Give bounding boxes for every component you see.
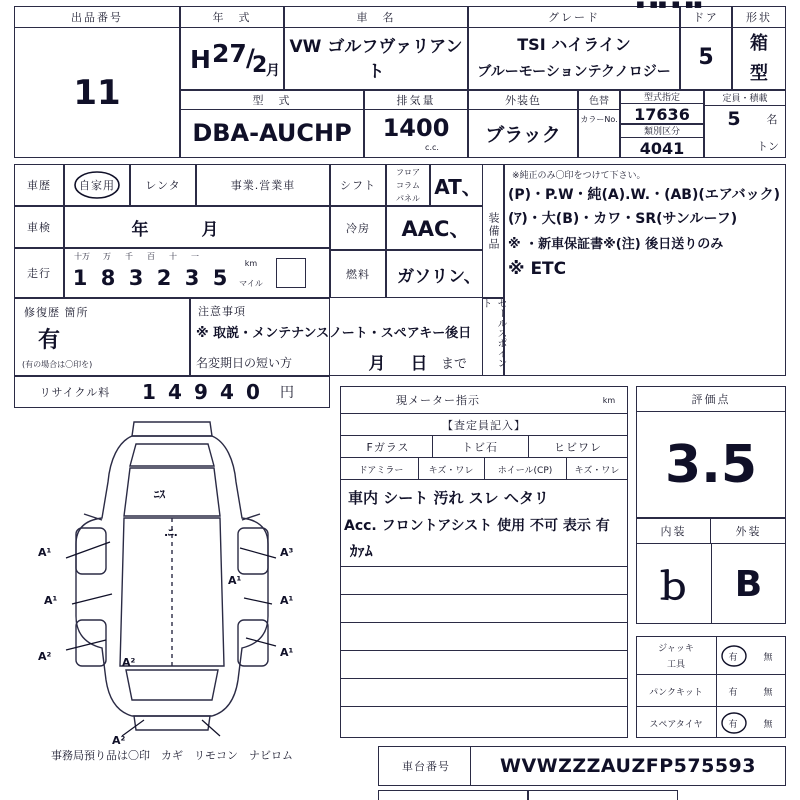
year-label: 年 式 bbox=[180, 6, 284, 28]
year-slash: / bbox=[246, 44, 255, 72]
assessor-hand-line-3: ｶｧﾑ bbox=[350, 541, 373, 560]
capacity-label: 定員・積載 bbox=[704, 90, 786, 106]
fuel-label: 燃料 bbox=[346, 268, 370, 281]
floor-label-3: パネル bbox=[396, 193, 420, 203]
class-label: 類別区分 bbox=[620, 124, 704, 138]
private-label: 自家用 bbox=[79, 179, 115, 192]
wheel-damage-label: キズ・ワレ bbox=[574, 465, 620, 476]
class-value: 4041 bbox=[639, 138, 685, 158]
mileage-digit-1: 8 bbox=[100, 266, 116, 290]
car-diagram bbox=[14, 408, 330, 748]
mileage-unit-ichi: 一 bbox=[191, 251, 199, 261]
repair-note: (有の場合は〇印を) bbox=[22, 359, 93, 369]
diagram-footer-note: 事務局預り品は〇印 カギ リモコン ナビロム bbox=[51, 749, 293, 762]
mileage-digit-2: 3 bbox=[128, 266, 144, 290]
recycle-label: リサイクル料 bbox=[39, 386, 111, 399]
svg-text:A¹: A¹ bbox=[280, 594, 294, 607]
mileage-unit-km: km bbox=[244, 258, 258, 268]
type-designation-label: 型式指定 bbox=[620, 90, 704, 104]
puncture-label: パンクキット bbox=[649, 687, 703, 698]
color-change-label: 色替 bbox=[578, 90, 620, 110]
equipment-note: ※純正のみ〇印をつけて下さい。 bbox=[512, 170, 646, 181]
exterior-grade-value: B bbox=[734, 563, 763, 605]
svg-text:A¹: A¹ bbox=[228, 574, 242, 587]
svg-text:.ﾆ.: .ﾆ. bbox=[164, 526, 178, 539]
rule-1 bbox=[340, 566, 628, 567]
equipment-row-1: (P)・P.W・純(A).W.・(AB)(エアバック) bbox=[508, 187, 781, 203]
notes-label: 注意事項 bbox=[198, 305, 246, 318]
model-label: 型 式 bbox=[180, 90, 364, 110]
equipment-row-4: ※ ETC bbox=[508, 259, 567, 279]
repair-label: 修復歴 箇所 bbox=[24, 306, 89, 319]
svg-text:A²: A² bbox=[112, 734, 126, 747]
year-number: 27 bbox=[212, 38, 247, 68]
notes-month: 月 bbox=[368, 353, 386, 374]
assessor-title: 【査定員記入】 bbox=[442, 419, 526, 432]
interior-grade-value: ｂ bbox=[655, 566, 692, 608]
capacity-unit: 名 bbox=[766, 113, 778, 126]
notes-day: 日 bbox=[410, 353, 428, 374]
interior-label: 内装 bbox=[660, 525, 687, 538]
tools-rule-1 bbox=[636, 674, 786, 675]
inspection-month: 月 bbox=[201, 219, 219, 240]
private-circle-mark bbox=[73, 170, 121, 200]
wheel-label: ホイール(CP) bbox=[484, 458, 567, 480]
meter-unit: km bbox=[602, 395, 616, 405]
jack-label-1: ジャッキ bbox=[658, 643, 694, 654]
car-name-value: VW ゴルフヴァリアント bbox=[289, 37, 463, 82]
car-name-label: 車 名 bbox=[284, 6, 468, 28]
jack-yes[interactable]: 有 bbox=[728, 652, 738, 663]
equipment-row-2: (ｱ)・大(B)・カワ・SR(サンルーフ) bbox=[508, 211, 738, 227]
shift-label: シフト bbox=[340, 179, 376, 192]
mirror-damage-label: キズ・ワレ bbox=[418, 458, 485, 480]
recycle-digit-2: 9 bbox=[194, 380, 208, 404]
jack-no[interactable]: 無 bbox=[763, 652, 773, 663]
spare-yes-circle-icon bbox=[720, 711, 748, 735]
displacement-label: 排気量 bbox=[364, 90, 468, 110]
grade-label: グレード bbox=[468, 6, 680, 28]
shift-value: AT、 bbox=[434, 174, 482, 199]
rule-3 bbox=[340, 622, 628, 623]
mileage-unit-hyaku: 百 bbox=[147, 251, 155, 261]
mileage-digit-4: 3 bbox=[184, 266, 200, 290]
spare-label: スペアタイヤ bbox=[649, 719, 703, 730]
grade-value-1: TSI ハイライン bbox=[517, 34, 631, 54]
mileage-unit-sen: 千 bbox=[125, 251, 133, 261]
business-label: 事業.営業車 bbox=[230, 179, 296, 192]
recycle-digit-4: 0 bbox=[246, 380, 260, 404]
vin-label: 車台番号 bbox=[382, 746, 471, 786]
svg-text:A³: A³ bbox=[280, 546, 294, 559]
door-value: 5 bbox=[698, 44, 714, 70]
notes-line-2: 名変期日の短い方 bbox=[196, 355, 293, 370]
mileage-unit-mile: マイル bbox=[239, 278, 263, 288]
month-number: 2 bbox=[252, 52, 268, 78]
jack-label-2: 工具 bbox=[666, 659, 685, 670]
cooling-value: AAC、 bbox=[401, 217, 471, 241]
bottom-box-1 bbox=[378, 790, 528, 800]
shape-value-1: 箱 bbox=[750, 33, 768, 54]
top-right-marks: ▪ ▪▪ ▪ ▪▪ bbox=[636, 0, 703, 12]
svg-text:A²: A² bbox=[122, 656, 136, 669]
grade-divider bbox=[711, 544, 712, 624]
assessor-hand-line-1: 車内 シート 汚れ スレ ヘタリ bbox=[348, 488, 549, 507]
rental-label: レンタ bbox=[145, 179, 181, 192]
fuel-value: ガソリン、 bbox=[397, 266, 481, 287]
load-unit: トン bbox=[757, 140, 779, 153]
score-value: 3.5 bbox=[664, 435, 758, 495]
puncture-yes[interactable]: 有 bbox=[728, 687, 738, 698]
rule-5 bbox=[340, 678, 628, 679]
meter-title: 現メーター指示 bbox=[396, 394, 480, 407]
cooling-label: 冷房 bbox=[346, 222, 370, 235]
jack-yes-circle-icon bbox=[720, 644, 748, 668]
cc-label: c.c. bbox=[425, 142, 439, 152]
mileage-unit-man: 十万 bbox=[74, 251, 90, 261]
month-char: 月 bbox=[266, 63, 280, 79]
door-mirror-label: ドアミラー bbox=[344, 458, 419, 480]
mileage-digit-3: 2 bbox=[156, 266, 172, 290]
assessor-hand-line-2: Acc. フロントアシスト 使用 不可 表示 有 bbox=[344, 518, 610, 534]
equipment-row-3: ※ ・新車保証書※(注) 後日送りのみ bbox=[508, 236, 724, 252]
mileage-label: 走行 bbox=[27, 267, 51, 280]
spare-no[interactable]: 無 bbox=[763, 719, 773, 730]
svg-text:A¹: A¹ bbox=[38, 546, 52, 559]
glass-label: Fガラス bbox=[344, 436, 433, 458]
floor-label-2: コラム bbox=[396, 180, 420, 190]
exterior-grade-label: 外装 bbox=[735, 525, 762, 538]
recycle-unit: 円 bbox=[280, 385, 294, 401]
puncture-no[interactable]: 無 bbox=[763, 687, 773, 698]
recycle-digit-3: 4 bbox=[220, 380, 234, 404]
svg-text:A¹: A¹ bbox=[44, 594, 58, 607]
notes-line-1: ※ 取説・メンテナンスノート・スペアキー後日 bbox=[196, 325, 472, 341]
inspection-label: 車検 bbox=[27, 221, 51, 234]
model-value: DBA-AUCHP bbox=[192, 119, 352, 147]
recycle-digit-0: 1 bbox=[142, 380, 156, 404]
vin-value: WVWZZZAUZFP575593 bbox=[499, 755, 756, 777]
floor-label-1: フロア bbox=[396, 167, 420, 177]
crack-label: ヒビワレ bbox=[554, 441, 602, 454]
sellpoint-label: セールスポイント bbox=[480, 298, 506, 368]
grade-value-2: ブルーモーションテクノロジー bbox=[477, 64, 671, 80]
capacity-value: 5 bbox=[727, 108, 741, 130]
door-label: ドア bbox=[680, 6, 732, 28]
notes-until: まで bbox=[440, 356, 467, 372]
mileage-digit-0: 1 bbox=[72, 266, 88, 290]
history-label: 車歴 bbox=[27, 179, 51, 192]
displacement-value: 1400 bbox=[382, 114, 450, 142]
mileage-unit-man2: 万 bbox=[103, 251, 111, 261]
svg-text:A¹: A¹ bbox=[280, 646, 294, 659]
color-no-sub: カラーNo. bbox=[580, 114, 618, 124]
exterior-color-value: ブラック bbox=[485, 123, 561, 146]
spare-yes[interactable]: 有 bbox=[728, 719, 738, 730]
lot-number: 11 bbox=[73, 73, 121, 113]
shape-value-2: 型 bbox=[750, 63, 768, 84]
rule-2 bbox=[340, 594, 628, 595]
mileage-checkbox[interactable] bbox=[276, 258, 306, 288]
recycle-digit-1: 4 bbox=[168, 380, 182, 404]
rule-4 bbox=[340, 650, 628, 651]
mileage-unit-juu: 十 bbox=[169, 251, 177, 261]
shape-label: 形状 bbox=[732, 6, 786, 28]
repair-value: 有 bbox=[37, 327, 60, 353]
bottom-box-2 bbox=[528, 790, 678, 800]
inspection-year: 年 bbox=[131, 219, 149, 240]
lot-label: 出品番号 bbox=[14, 6, 180, 28]
svg-text:ﾆｽ: ﾆｽ bbox=[154, 488, 165, 501]
exterior-color-label: 外装色 bbox=[468, 90, 578, 110]
type-designation-value: 17636 bbox=[634, 104, 690, 124]
equipment-label: 装備品 bbox=[487, 211, 500, 251]
tools-rule-2 bbox=[636, 706, 786, 707]
svg-text:A²: A² bbox=[38, 650, 52, 663]
rule-6 bbox=[340, 706, 628, 707]
score-title: 評価点 bbox=[691, 393, 731, 406]
year-era: H bbox=[190, 44, 211, 74]
mileage-digit-5: 5 bbox=[212, 266, 228, 290]
stone-chip-label: トビ石 bbox=[432, 436, 529, 458]
